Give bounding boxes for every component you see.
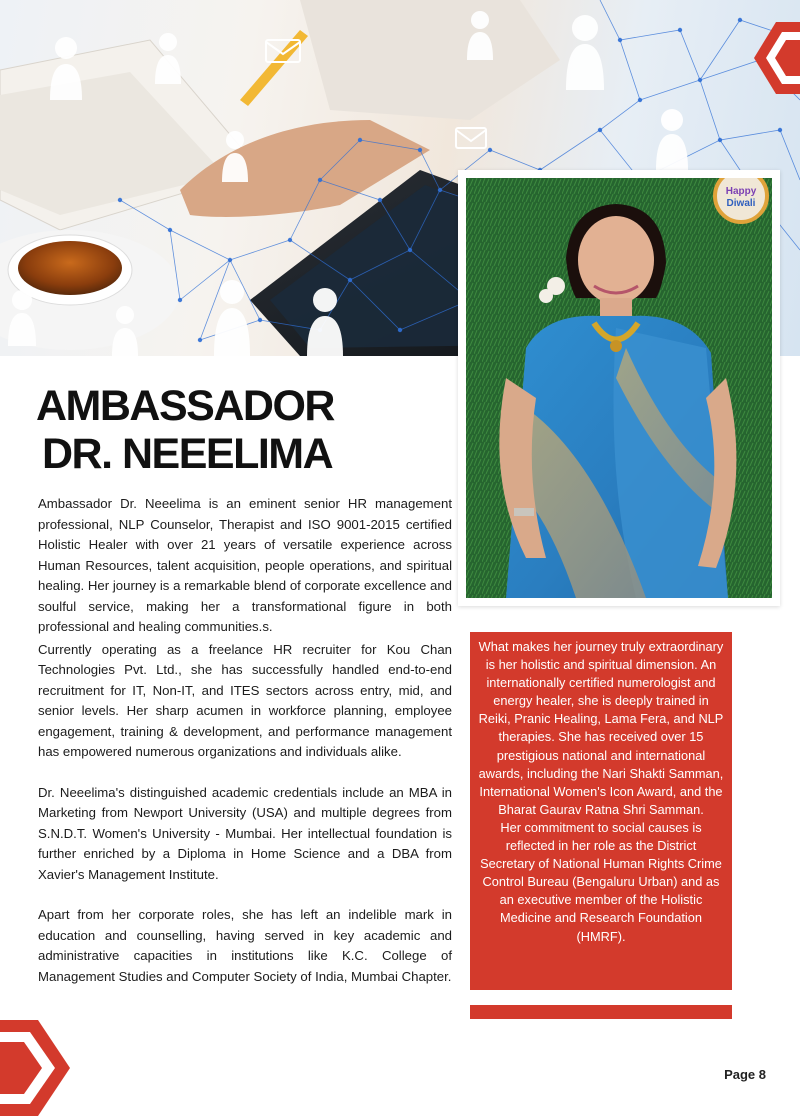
title-line-2: DR. NEEELIMA (42, 430, 333, 478)
email-icon (456, 128, 486, 148)
highlight-paragraph-1: What makes her journey truly extraordinary is her holistic and spiritual dimension. An internationally certified numerologist and energy healer, she is deeply trained in Reiki, Pranic Healing, Lama Fera, and NLP therapies. She has received over 15 prestigious national and international awards, including the Nari Shakti Samman, International Women's Icon Award, and the Bharat Gaurav Ratna Shri Samman. (478, 639, 724, 817)
page-number: Page 8 (724, 1067, 766, 1082)
person-icon (214, 280, 250, 356)
person-icon (656, 109, 688, 170)
body-paragraph-1: Ambassador Dr. Neeelima is an eminent senior HR management professional, NLP Counselor, Therapist and ISO 9001-2015 certified Holistic Healer with over 21 years of versatile experience across Human Resources, talent acquisition, people operations, and spiritual healing. Her journey is a remarkable blend of corporate excellence and soulful service, making her a transformational figure in both professional and healing communities.s. (38, 496, 452, 634)
body-paragraph-3: Dr. Neeelima's distinguished academic credentials include an MBA in Marketing from Newport University (USA) and multiple degrees from S.N.D.T. Women's University - Mumbai. Her intellectual foundation is further enriched by a Diploma in Home Science and a DBA from Xavier's Management Institute. (38, 784, 452, 882)
body-paragraph-4: Apart from her corporate roles, she has left an indelible mark in education and counselling, having served in key academic and administrative capacities in institutions like K.C. College of Management Studies and Computer Society of India, Mumbai Chapter. (38, 907, 452, 984)
body-text (38, 494, 452, 987)
sign-text-1: Happy (725, 186, 757, 197)
title-line-1: AMBASSADOR (36, 382, 334, 430)
chevron-corner-icon (0, 1020, 70, 1116)
portrait-photo (466, 178, 772, 598)
highlight-box (470, 632, 732, 990)
portrait-illustration (466, 178, 772, 598)
body-paragraph-2: Currently operating as a freelance HR recruiter for Kou Chan Technologies Pvt. Ltd., she has successfully handled end-to-end recruitment for IT, Non-IT, and ITES sectors across entry, mid, and senior levels. Her sharp acumen in workforce planning, employee engagement, training & development, and performance management has empowered numerous organizations and individuals alike. (38, 641, 452, 759)
person-icon (566, 15, 604, 90)
sign-text-2: Diwali (726, 198, 756, 209)
accent-strip (470, 1005, 732, 1019)
chevron-corner-icon (754, 22, 800, 94)
portrait-frame (458, 170, 780, 606)
highlight-paragraph-2: Her commitment to social causes is reflected in her role as the District Secretary of National Human Rights Crime Control Bureau (Bengaluru Urban) and as an executive member of the Holistic Medicine and Research Foundation (HMRF). (480, 819, 722, 944)
page-title (36, 382, 436, 478)
